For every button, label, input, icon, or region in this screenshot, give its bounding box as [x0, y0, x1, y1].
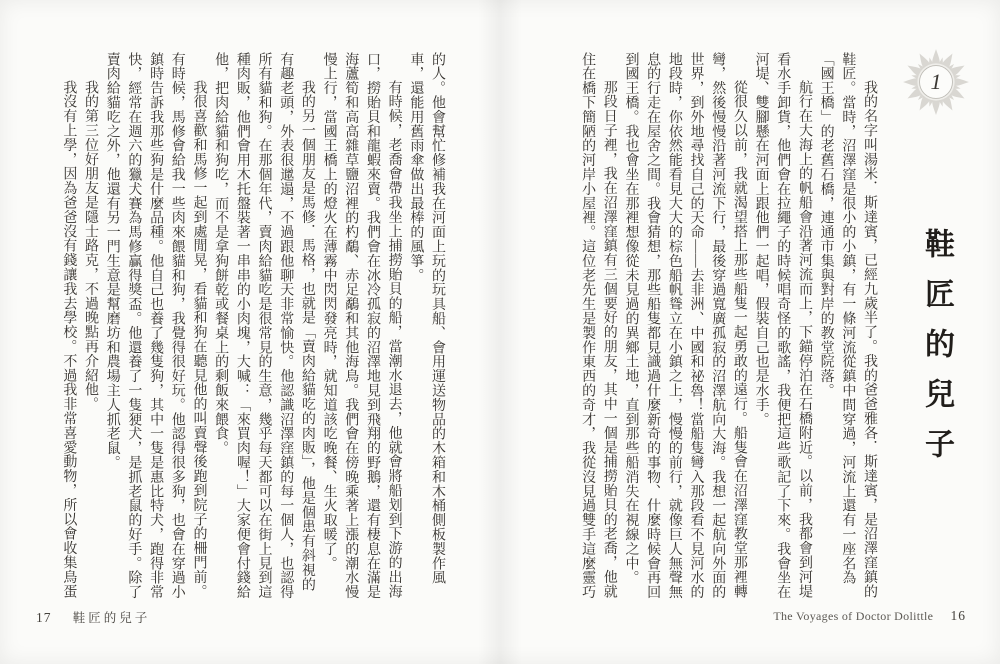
page-number-right: 16 [950, 608, 966, 623]
paragraph: 那段日子裡，我在沼澤窪鎮有三個要好的朋友，其中一個是捕撈貽貝的老喬，他就住在橋下簡陋的河岸小屋裡。這位老先生是製作東西的奇才，我從沒見過雙手這麼靈巧 [580, 52, 617, 600]
paragraph: 的人。他會幫忙修補我在河面上玩的玩具船、會用運送物品的木箱和木桶側板製作風車，還能用舊雨傘做出最棒的風箏。 [408, 52, 445, 585]
left-page-text [58, 52, 448, 600]
paragraph: 我的另一個朋友是馬修．馬格，也就是「賣肉給貓吃的肉販」，他是個患有斜視的有趣老頭，外表很邋遢，不過跟他聊天非常愉快。他認識沼澤窪鎮的每一個人，也認得所有貓和狗。在那個年代，賣肉給貓吃是很常見的生意，幾乎每天都可以在街上見到這種肉販，他們會用木托盤裝著一串串的小肉塊，大喊：「來買肉喔！」大家便會付錢給他，把肉給貓和狗吃，而不是拿狗餅乾或餐桌上的剩飯來餵食。 [213, 52, 315, 600]
paragraph: 我沒有上學，因為爸爸沒有錢讓我去學校。不過我非常喜愛動物，所以會收集鳥蛋 [61, 80, 77, 599]
right-footer [773, 608, 966, 624]
running-title: 鞋匠的兒子 [72, 611, 151, 625]
paragraph: 有時候，老喬會帶我坐上捕撈貽貝的船，當潮水退去，他就會將船划到下游的出海口，撈貽貝和龍蝦來賣。我們會在冰冷孤寂的沼澤地見到飛翔的野鵝，還有棲息在滿是海蘆筍和高高雜草鹽沼裡的杓鷸、赤足鷸和其他海鳥。我們會在傍晚乘著上漲的潮水慢慢上行，當國王橋上的燈火在薄霧中閃閃發亮時，就知道該吃晚餐、生火取暖了。 [321, 52, 402, 600]
page-right [500, 0, 1000, 664]
right-page-text [576, 52, 880, 600]
paragraph: 我很喜歡和馬修一起到處閒晃，看貓和狗在聽見他的叫賣聲後跑到院子的柵門前。有時候，馬修會給我一些肉來餵貓和狗，我覺得很好玩。他認得很多狗，也會在穿過小鎮時告訴我那些狗是什麼品種。他自己也養了幾隻狗，其中一隻是惠比特犬，跑得非常快，經常在週六的獵犬賽為馬修贏得獎盃。他還養了一隻㹴犬，是抓老鼠的好手。除了賣肉給貓吃之外，他還有另一門生意是幫磨坊和農場主人抓老鼠。 [104, 52, 207, 600]
paragraph: 從很久以前，我就渴望搭上那些船隻一起勇敢的遠行。船隻會在沼澤窪教堂那裡轉彎，然後慢慢沿著河流下行，最後穿過寬廣孤寂的沼澤航向大海。我想一起航向外面的世界，到外地尋找自己的天命——去非洲、中國和祕魯！當船隻彎入那段看不見河水的地段時，你依然能看見大大的棕色船帆聳立在小鎮之上，慢慢的前行，就像巨人無聲無息的行走在屋舍之間。我會猜想，那些船隻都見識過什麼新奇的事物、什麼時候會再回到國王橋。我也會坐在那裡想像從未見過的異鄉土地，直到那些船消失在視線之中。 [623, 52, 747, 600]
page-number-left: 17 [36, 610, 52, 625]
paragraph: 航行在大海上的帆船會沿著河流而上，下錨停泊在石橋附近。以前，我都會到河堤看水手卸貨，他們會在拉繩子的時候唱奇怪的歌謠，我便把這些歌記了下來。我會坐在河堤、雙腳懸在河面上跟他們一起唱，假裝自己也是水手。 [753, 52, 812, 600]
paragraph: 我的第三位好朋友是隱士路克，不過晚點再介紹他。 [83, 80, 98, 412]
chapter-number-badge [902, 48, 970, 116]
left-footer [36, 608, 150, 626]
book-title: The Voyages of Doctor Dolittle [773, 609, 934, 623]
chapter-title: 鞋匠的兒子 [920, 228, 953, 478]
chapter-number: 1 [930, 69, 942, 94]
paragraph: 我的名字叫湯米．斯達賓，已經九歲半了。我的爸爸雅各．斯達賓，是沼澤窪鎮的鞋匠。當時，沼澤窪是很小的小鎮，有一條河流從鎮中間穿過，河流上還有一座名為「國王橋」的老舊石橋，連通市集與對岸的教堂院落。 [818, 52, 877, 599]
chapter-opener [898, 48, 974, 478]
